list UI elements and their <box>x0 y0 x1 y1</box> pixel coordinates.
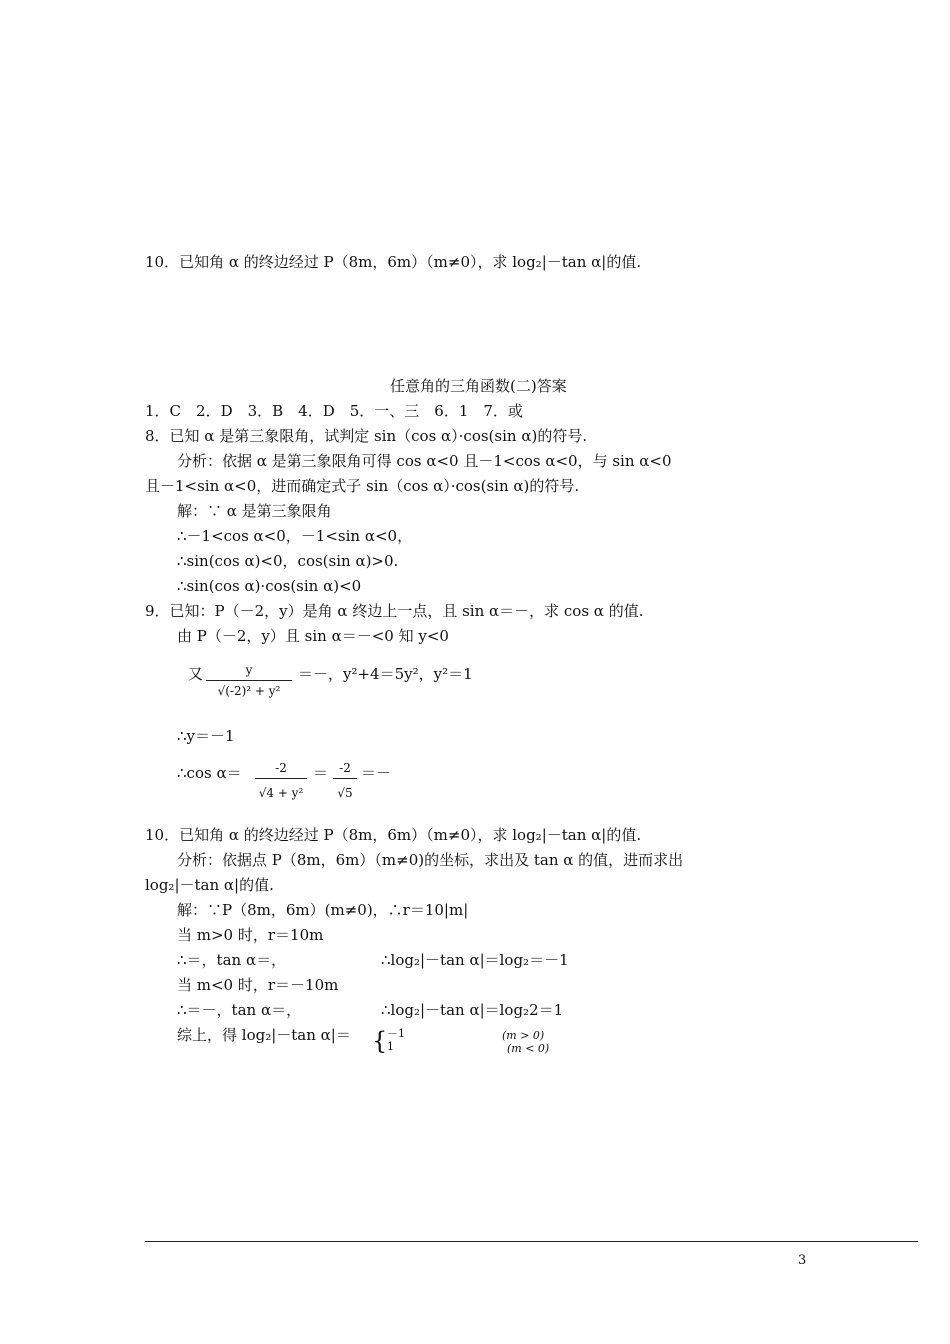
q9-frac3-numerator: -2 <box>339 761 351 775</box>
q10-analysis-1: 分析：依据点 P（8m，6m）（m≠0)的坐标，求出及 tan α 的值，进而求出 <box>177 851 684 869</box>
q9-cos-lead: ∴cos α＝ <box>177 764 242 782</box>
q9-equation-tail: ＝－，y²+4＝5y²，y²＝1 <box>298 665 473 683</box>
q8-stem: 8．已知 α 是第三象限角，试判定 sin（cos α）·cos(sin α)的符号. <box>145 427 588 445</box>
q10-case1-a: ∴＝，tan α＝， <box>177 951 287 969</box>
q9-frac2-numerator: -2 <box>275 761 287 775</box>
answers-line: 1．C 2．D 3．B 4．D 5．一、三 6．1 7．或 <box>145 402 523 420</box>
q9-equal-mid: ＝ <box>313 764 329 782</box>
brace-top-value: －1 <box>387 1027 405 1040</box>
q10-case2: 当 m<0 时，r＝－10m <box>177 976 339 994</box>
q8-solution-3: ∴sin(cos α)<0，cos(sin α)>0. <box>177 552 399 570</box>
q8-solution-1: 解：∵ α 是第三象限角 <box>177 502 332 520</box>
q9-frac3-denominator: √5 <box>337 786 353 800</box>
q10-stem: 10．已知角 α 的终边经过 P（8m，6m）（m≠0），求 log₂|－tan α|的值. <box>145 826 642 844</box>
q9-stem: 9．已知：P（－2，y）是角 α 终边上一点，且 sin α＝－，求 cos α 的值. <box>145 602 644 620</box>
q9-line-1: 由 P（－2，y）且 sin α＝－<0 知 y<0 <box>177 627 449 645</box>
brace-symbol: { <box>372 1027 388 1055</box>
q10-case2-a: ∴＝－，tan α＝， <box>177 1001 302 1019</box>
q8-solution-2: ∴－1<cos α<0，－1<sin α<0， <box>177 527 413 545</box>
q8-analysis-2: 且－1<sin α<0，进而确定式子 sin（cos α）·cos(sin α)的符号. <box>145 477 580 495</box>
q9-equal-end: ＝－ <box>361 764 392 782</box>
brace-bottom-value: 1 <box>387 1040 394 1053</box>
q10-analysis-2: log₂|－tan α|的值. <box>145 876 274 894</box>
q8-analysis-1: 分析：依据 α 是第三象限角可得 cos α<0 且－1<cos α<0，与 sin α<0 <box>177 452 672 470</box>
q9-frac1-bar <box>206 680 292 681</box>
q9-frac3-bar <box>333 778 357 779</box>
q10-case2-b: ∴log₂|－tan α|＝log₂2＝1 <box>381 1001 564 1019</box>
answer-title: 任意角的三角函数(二)答案 <box>390 377 567 395</box>
page-number: 3 <box>798 1253 807 1268</box>
condition-top: (m > 0) <box>502 1029 545 1042</box>
footer-rule <box>145 1241 918 1242</box>
q9-frac1-denominator: √(-2)² + y² <box>217 684 281 698</box>
q10-case1-b: ∴log₂|－tan α|＝log₂＝－1 <box>381 951 569 969</box>
q8-solution-4: ∴sin(cos α)·cos(sin α)<0 <box>177 577 362 595</box>
q10-summary: 综上，得 log₂|－tan α|＝ <box>177 1026 351 1044</box>
q9-frac1-numerator: y <box>245 663 253 677</box>
q10-case1: 当 m>0 时，r＝10m <box>177 926 324 944</box>
q10-solution-1: 解：∵P（8m，6m）(m≠0)，∴r＝10|m| <box>177 901 469 919</box>
q9-you: 又 <box>188 665 204 683</box>
condition-bottom: (m < 0) <box>507 1042 550 1055</box>
top-question: 10．已知角 α 的终边经过 P（8m，6m）（m≠0），求 log₂|－tan α|的值. <box>145 253 642 271</box>
q9-frac2-bar <box>255 778 307 779</box>
q9-y-result: ∴y＝－1 <box>177 727 235 745</box>
q9-frac2-denominator: √4 + y² <box>258 786 304 800</box>
